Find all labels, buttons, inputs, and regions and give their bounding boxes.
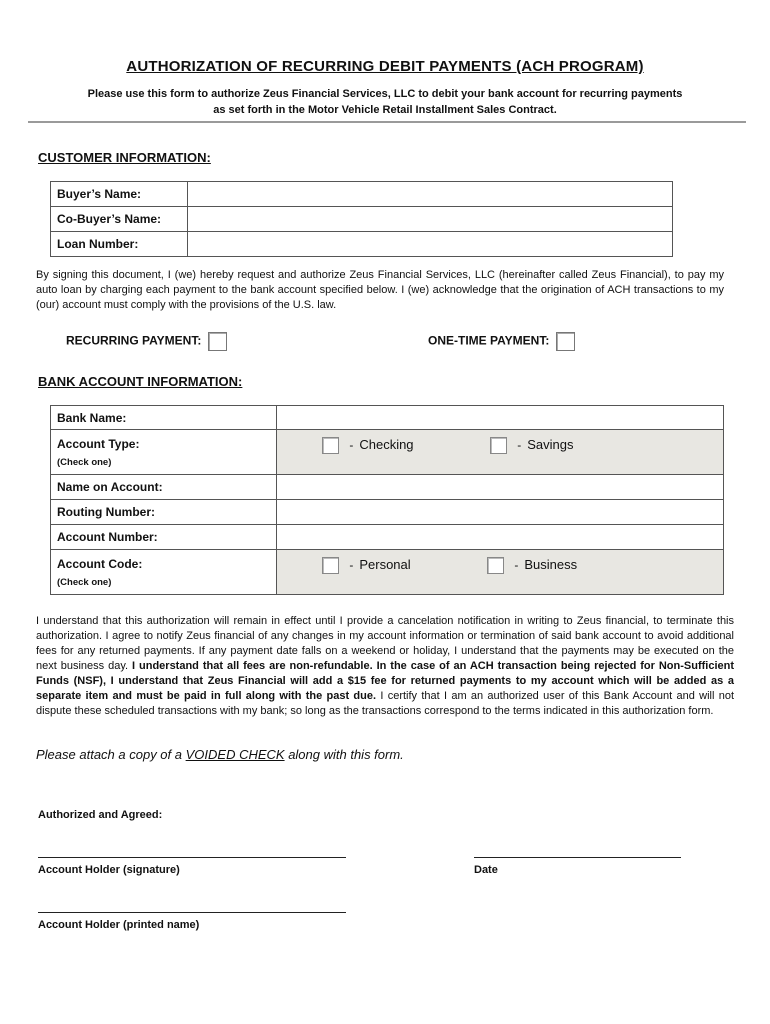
terms-paragraph <box>36 614 734 719</box>
account-code-cell <box>51 550 277 595</box>
loan-number-field[interactable] <box>188 232 673 257</box>
bank-name-row <box>51 406 724 430</box>
recurring-payment-option <box>66 332 227 351</box>
voided-check-text: VOIDED CHECK <box>185 747 285 762</box>
name-on-account-label: Name on Account: <box>51 475 277 500</box>
account-type-check-one: (Check one) <box>57 457 112 468</box>
account-code-label: Account Code: <box>57 557 143 571</box>
subtitle-line-1: Please use this form to authorize Zeus Financial Services, LLC to debit your bank account for recurring payments <box>87 88 683 100</box>
terms-text-1: I understand that this authorization will remain in effect until I provide a cancelation notification in writing to Zeus financial, to terminate this authorization. I agree to notify Zeus financial of any changes in my account information or termination of said bank account to avoid additional fees for any returned payments. If any payment date falls on a weekend or holiday, I understand that the payments may be executed on the next business day. <box>36 615 734 672</box>
account-type-label: Account Type: <box>57 437 140 451</box>
bank-info-heading: BANK ACCOUNT INFORMATION: <box>38 374 243 389</box>
buyer-name-label: Buyer’s Name: <box>51 182 188 207</box>
account-type-options <box>277 430 724 475</box>
header-divider <box>28 121 746 123</box>
buyer-name-row <box>51 182 673 207</box>
savings-label: Savings <box>527 437 574 452</box>
co-buyer-name-field[interactable] <box>188 207 673 232</box>
account-type-cell <box>51 430 277 475</box>
onetime-payment-label: ONE-TIME PAYMENT <box>428 333 546 348</box>
savings-checkbox[interactable] <box>490 437 507 454</box>
buyer-name-field[interactable] <box>188 182 673 207</box>
recurring-payment-label: RECURRING PAYMENT <box>66 333 198 348</box>
recurring-payment-checkbox[interactable] <box>208 332 227 351</box>
account-code-row <box>51 550 724 595</box>
voided-check-note <box>36 747 404 762</box>
name-on-account-row <box>51 475 724 500</box>
personal-checkbox[interactable] <box>322 557 339 574</box>
name-on-account-field[interactable] <box>277 475 724 500</box>
business-label: Business <box>524 557 578 572</box>
account-code-options <box>277 550 724 595</box>
printed-name-label: Account Holder (printed name) <box>38 919 200 931</box>
voided-check-prefix: Please attach a copy of a <box>36 747 186 762</box>
co-buyer-name-row <box>51 207 673 232</box>
personal-dash: - <box>349 558 354 572</box>
checking-checkbox[interactable] <box>322 437 339 454</box>
customer-info-heading: CUSTOMER INFORMATION: <box>38 150 211 165</box>
recurring-colon: : <box>197 333 202 348</box>
signature-label: Account Holder (signature) <box>38 864 180 876</box>
authorization-paragraph: By signing this document, I (we) hereby request and authorize Zeus Financial Services, LLC (hereinafter called Zeus Financial), to pay my auto loan by charging each payment to the bank account specified below. I (we) acknowledge that the origination of ACH transactions to my (our) account must comply with the provisions of the U.S. law. <box>36 269 724 311</box>
bank-info-table <box>50 405 724 595</box>
routing-number-label: Routing Number: <box>51 500 277 525</box>
customer-info-table <box>50 181 673 257</box>
account-number-row <box>51 525 724 550</box>
terms-text-2: I certify that I am an authorized user of this Bank Account and will not dispute these scheduled transactions with my bank; so long as the transactions correspond to the terms indicated in this authorization form. <box>36 690 734 717</box>
date-label: Date <box>474 864 498 876</box>
loan-number-row <box>51 232 673 257</box>
onetime-payment-option <box>428 332 575 351</box>
savings-dash: - <box>517 438 522 452</box>
terms-fee-text: I understand that all fees are non-refundable. In the case of an ACH transaction being rejected for Non-Sufficient Funds (NSF), I understand that Zeus Financial will add a $15 fee for returned payments to my account which will be added as a separate item and must be paid in full along with the past due. <box>36 660 734 702</box>
account-number-label: Account Number: <box>51 525 277 550</box>
personal-label: Personal <box>359 557 411 572</box>
voided-check-suffix: along with this form. <box>284 747 404 762</box>
authorized-agreed-label: Authorized and Agreed: <box>38 809 163 821</box>
co-buyer-name-label: Co-Buyer’s Name: <box>51 207 188 232</box>
onetime-payment-checkbox[interactable] <box>556 332 575 351</box>
form-title: AUTHORIZATION OF RECURRING DEBIT PAYMENTS (ACH PROGRAM) <box>126 58 644 75</box>
onetime-colon: : <box>545 333 550 348</box>
bank-name-field[interactable] <box>277 406 724 430</box>
account-code-check-one: (Check one) <box>57 577 112 588</box>
bank-name-label: Bank Name: <box>51 406 277 430</box>
account-type-row <box>51 430 724 475</box>
checking-dash: - <box>349 438 354 452</box>
signature-line[interactable] <box>38 857 346 858</box>
checking-label: Checking <box>359 437 414 452</box>
loan-number-label: Loan Number: <box>51 232 188 257</box>
business-checkbox[interactable] <box>487 557 504 574</box>
routing-number-field[interactable] <box>277 500 724 525</box>
account-number-field[interactable] <box>277 525 724 550</box>
form-subtitle <box>40 86 730 118</box>
printed-name-line[interactable] <box>38 912 346 913</box>
routing-number-row <box>51 500 724 525</box>
date-line[interactable] <box>474 857 681 858</box>
subtitle-line-2: as set forth in the Motor Vehicle Retail Installment Sales Contract. <box>213 104 557 116</box>
business-dash: - <box>514 558 519 572</box>
